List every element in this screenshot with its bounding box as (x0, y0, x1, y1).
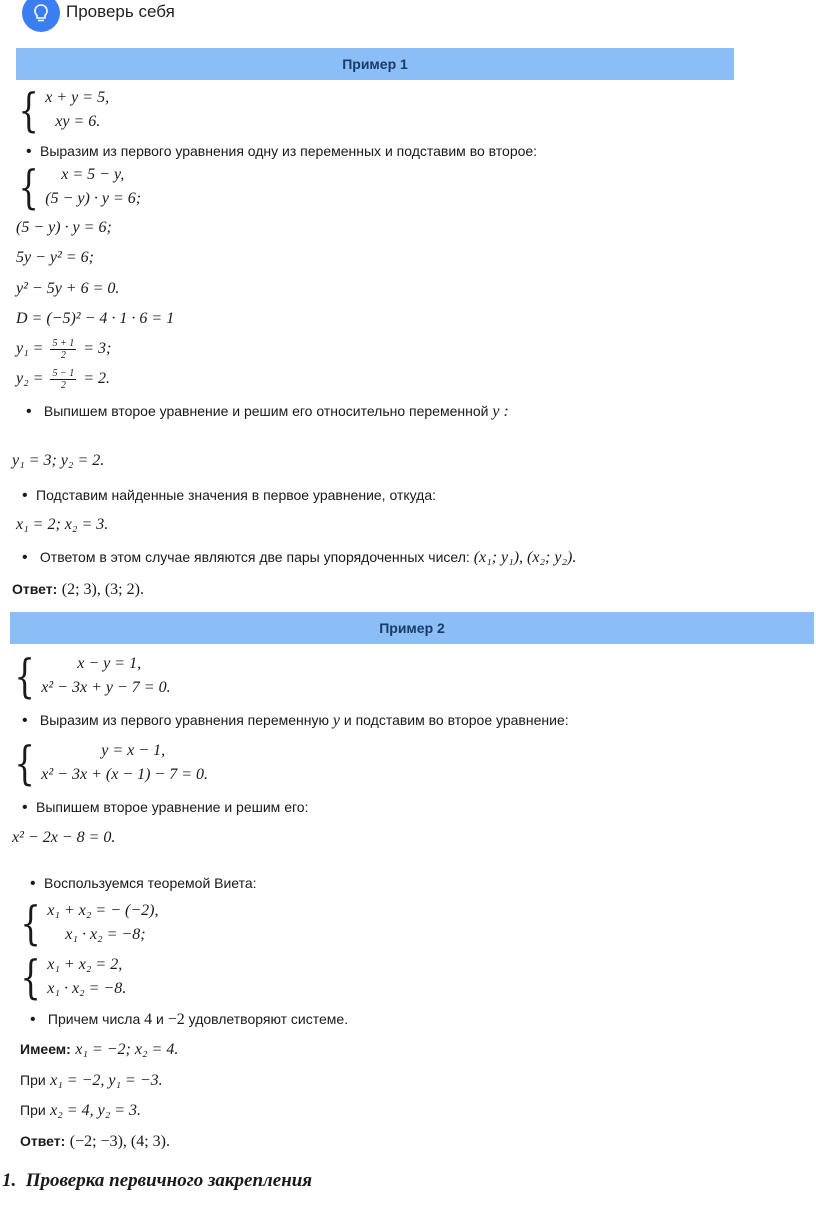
bullet-text: • Выразим из первого уравнения переменную y и подставим во второе уравнение: (22, 712, 569, 730)
equation: x₁ + x₂ = 2, (47, 956, 123, 973)
system-4 (10, 736, 209, 790)
section-heading: 1. Проверка первичного закрепления (2, 1170, 313, 1191)
bullet-text: • Воспользуемся теоремой Виета: (30, 875, 257, 893)
bullet-text: • Выразим из первого уравнения одну из переменных и подставим во второе: (26, 143, 537, 161)
brace: { (20, 896, 41, 950)
answer-1: Ответ: (2; 3), (3; 2). (12, 581, 144, 598)
equation: D = (−5)² − 4 · 1 · 6 = 1 (16, 310, 175, 327)
result-line: Имеем: x₁ = −2; x₂ = 4. (20, 1041, 179, 1058)
brace: { (18, 83, 39, 137)
brace: { (18, 160, 39, 214)
equation: y₁ = 3; y₂ = 2. (12, 452, 105, 469)
example-2-header: Пример 2 (10, 612, 814, 644)
page-title: Проверь себя (66, 2, 175, 21)
example-1-header: Пример 1 (16, 48, 734, 80)
result-line: При x₂ = 4, y₂ = 3. (20, 1102, 142, 1119)
equation: x₁ · x₂ = −8. (47, 980, 127, 997)
fraction: $\frac{5 + 1}{2}$ (52, 338, 75, 361)
root-y1: y₁ = $\frac{5 + 1}{2}$ = 3; (16, 338, 112, 361)
bullet-text: • Подставим найденные значения в первое уравнение, откуда: (22, 487, 436, 505)
system-2 (14, 160, 142, 214)
lightbulb-icon (22, 0, 60, 32)
brace: { (14, 649, 35, 703)
equation: x₁ + x₂ = − (−2), (47, 902, 159, 919)
equation: x² − 2x − 8 = 0. (12, 829, 116, 846)
equation: x = 5 − y, (61, 166, 125, 183)
equation: (5 − y) · y = 6; (16, 219, 112, 236)
system-1 (14, 83, 110, 137)
system-6 (16, 950, 127, 1004)
equation: x² − 3x + (x − 1) − 7 = 0. (41, 766, 209, 783)
equation: xy = 6. (55, 113, 101, 130)
bullet-text: • Выпишем второе уравнение и решим его относительно переменной y : (26, 403, 509, 421)
fraction: $\frac{5 - 1}{2}$ (52, 368, 75, 391)
root-y2: y₂ = $\frac{5 - 1}{2}$ = 2. (16, 368, 111, 391)
bullet-text: • Выпишем второе уравнение и решим его: (22, 799, 308, 817)
system-5 (16, 896, 159, 950)
equation: x₁ = 2; x₂ = 3. (16, 516, 109, 533)
equation: x₁ · x₂ = −8; (65, 926, 146, 943)
equation: (5 − y) · y = 6; (45, 190, 142, 207)
equation: x − y = 1, (77, 655, 142, 672)
brace: { (14, 736, 35, 790)
result-line: При x₁ = −2, y₁ = −3. (20, 1072, 163, 1089)
answer-2: Ответ: (−2; −3), (4; 3). (20, 1133, 170, 1150)
equation: y² − 5y + 6 = 0. (16, 280, 120, 297)
equation: 5y − y² = 6; (16, 249, 94, 266)
equation: x + y = 5, (45, 89, 110, 106)
equation: y = x − 1, (101, 742, 166, 759)
system-3 (10, 649, 171, 703)
bullet-text: • Причем числа 4 и −2 удовлетворяют системе. (30, 1011, 348, 1029)
bullet-text: • Ответом в этом случае являются две пары упорядоченных чисел: (x₁; y₁), (x₂; y₂). (22, 549, 576, 567)
equation: x² − 3x + y − 7 = 0. (41, 679, 171, 696)
brace: { (20, 950, 41, 1004)
